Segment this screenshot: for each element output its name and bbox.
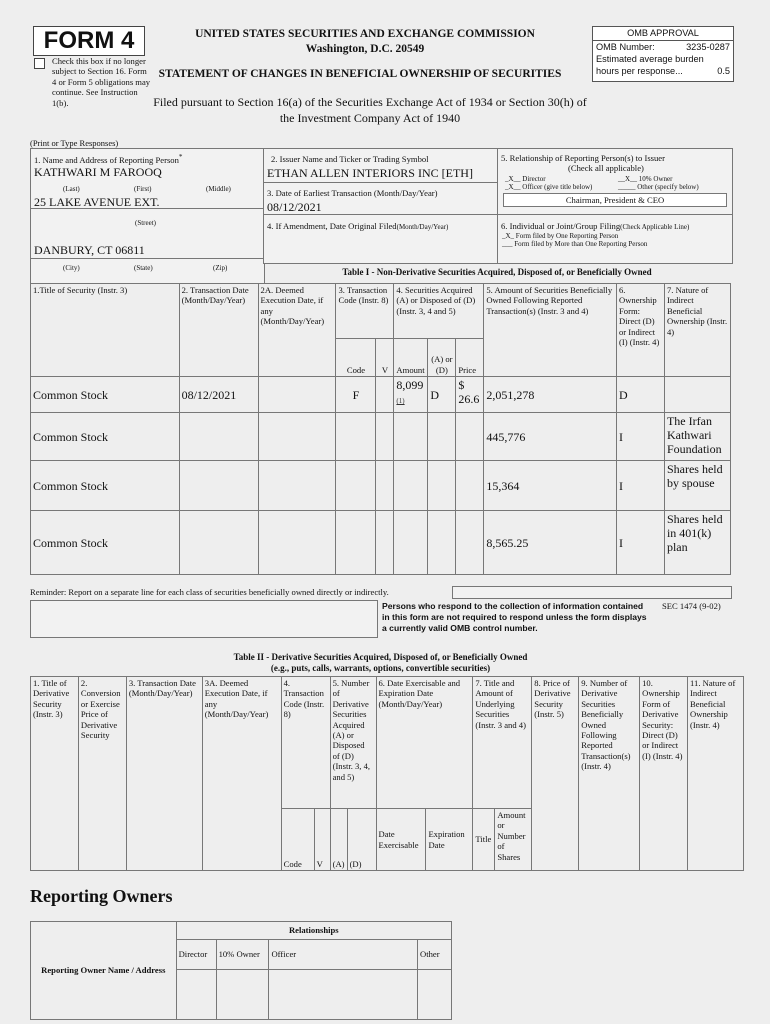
t1-aord: D	[428, 377, 456, 413]
t2-col3a-header: 3A. Deemed Execution Date, if any (Month/Day/Year)	[202, 677, 281, 871]
omb-number-value: 3235-0287	[686, 42, 730, 52]
t1-title: Common Stock	[31, 413, 180, 461]
other-header: Other	[418, 940, 452, 970]
other-check: _____ Other (specify below)	[618, 183, 699, 191]
divider	[30, 258, 264, 259]
t2-v-header: V	[314, 809, 330, 871]
t1-code-header: Code	[336, 339, 376, 377]
t1-form: I	[617, 511, 665, 575]
issuer-box	[263, 148, 499, 184]
last-label: (Last)	[63, 185, 80, 193]
filing-one: _X_ Form filed by One Reporting Person	[502, 232, 619, 240]
omb-number-label: OMB Number:	[596, 42, 655, 52]
filed-pursuant-line1: Filed pursuant to Section 16(a) of the Securities Exchange Act of 1934 or Section 30(h) of	[153, 95, 587, 109]
street-label: (Street)	[135, 219, 156, 227]
relationship-label: 5. Relationship of Reporting Person(s) to Issuer	[501, 153, 665, 163]
sec-code: SEC 1474 (9-02)	[662, 601, 721, 611]
filing-box	[497, 214, 733, 264]
issuer-label: 2. Issuer Name and Ticker or Trading Symbol	[271, 154, 429, 164]
reporting-person-name: KATHWARI M FAROOQ	[34, 165, 162, 179]
state-label: (State)	[134, 264, 153, 272]
owner10-check: __X__ 10% Owner	[618, 175, 673, 183]
amendment-box	[263, 214, 499, 264]
t1-code: F	[336, 377, 376, 413]
omb-title: OMB APPROVAL	[593, 27, 733, 41]
t2-code-header: Code	[281, 809, 314, 871]
omb-hours-label: hours per response...	[596, 66, 683, 76]
first-label: (First)	[134, 185, 152, 193]
agency-location: Washington, D.C. 20549	[305, 43, 425, 55]
table2	[30, 676, 744, 871]
agency-heading	[160, 27, 570, 57]
t2-col11-header: 11. Nature of Indirect Beneficial Ownership (Instr. 4)	[688, 677, 744, 871]
t1-nature: Shares held in 401(k) plan	[664, 511, 730, 575]
reporting-person-label: 1. Name and Address of Reporting Person*	[34, 153, 183, 165]
t1-title: Common Stock	[31, 511, 180, 575]
reporting-person-box	[30, 148, 265, 284]
table1-title: Table I - Non-Derivative Securities Acquired, Disposed of, or Beneficially Owned	[342, 267, 652, 277]
earliest-transaction-box	[263, 182, 499, 216]
t1-owned: 445,776	[484, 413, 617, 461]
filing-more: ___ Form filed by More than One Reporting Person	[502, 240, 648, 248]
t1-price: $ 26.6	[456, 377, 484, 413]
table-row	[31, 377, 731, 413]
amendment-label: 4. If Amendment, Date Original Filed(Month/Day/Year)	[267, 221, 449, 231]
t2-col5-header: 5. Number of Derivative Securities Acquired (A) or Disposed of (D) (Instr. 3, 4, and 5)	[330, 677, 376, 809]
t1-col6-header: 6. Ownership Form: Direct (D) or Indirect (I) (Instr. 4)	[617, 284, 665, 377]
filed-pursuant	[140, 94, 600, 126]
zip-label: (Zip)	[213, 264, 228, 272]
officer-title: Chairman, President & CEO	[503, 193, 727, 207]
t2-col8-header: 8. Price of Derivative Security (Instr. 5)	[532, 677, 579, 871]
table2-subtitle: (e.g., puts, calls, warrants, options, convertible securities)	[270, 663, 491, 673]
t1-owned: 8,565.25	[484, 511, 617, 575]
t2-d-header: (D)	[347, 809, 376, 871]
t2-col2-header: 2. Conversion or Exercise Price of Derivative Security	[78, 677, 126, 871]
t2-col7-header: 7. Title and Amount of Underlying Securities (Instr. 3 and 4)	[473, 677, 532, 809]
omb-burden-label: Estimated average burden	[596, 54, 704, 64]
t1-v	[376, 377, 394, 413]
t1-aord-header: (A) or (D)	[428, 339, 456, 377]
city-value: DANBURY, CT 06811	[34, 243, 145, 257]
reporting-owners-heading: Reporting Owners	[30, 886, 173, 906]
table-row	[31, 413, 731, 461]
t1-col2a-header: 2A. Deemed Execution Date, if any (Month/Day/Year)	[258, 284, 336, 377]
relationship-box	[497, 148, 733, 216]
table-row	[31, 511, 731, 575]
t1-form: I	[617, 461, 665, 511]
t2-title-header: Title	[473, 809, 495, 871]
table2-title-line: Table II - Derivative Securities Acquired, Disposed of, or Beneficially Owned	[233, 652, 528, 662]
footnote-link[interactable]: (1)	[396, 397, 405, 405]
city-label: (City)	[63, 264, 80, 272]
t1-title: Common Stock	[31, 461, 180, 511]
t1-col7-header: 7. Nature of Indirect Beneficial Ownership (Instr. 4)	[664, 284, 730, 377]
t1-col1-header: 1.Title of Security (Instr. 3)	[31, 284, 180, 377]
officer-header: Officer	[269, 940, 418, 970]
t2-expiration-header: Expiration Date	[426, 809, 473, 871]
middle-label: (Middle)	[206, 185, 231, 193]
t2-amount-header: Amount or Number of Shares	[495, 809, 532, 871]
notice-blank	[30, 600, 378, 638]
earliest-transaction-date: 08/12/2021	[267, 200, 322, 214]
t2-col4-header: 4. Transaction Code (Instr. 8)	[281, 677, 330, 809]
t1-v-header: V	[376, 339, 394, 377]
form-title: FORM 4	[33, 26, 145, 56]
t1-col5-header: 5. Amount of Securities Beneficially Owned Following Reported Transaction(s) (Instr. 3 and 4)	[484, 284, 617, 377]
checkbox-instruction: Check this box if no longer subject to Section 16. Form 4 or Form 5 obligations may continue. See Instruction 1(b).	[52, 56, 151, 108]
agency-name: UNITED STATES SECURITIES AND EXCHANGE COMMISSION	[195, 28, 535, 40]
statement-title: STATEMENT OF CHANGES IN BENEFICIAL OWNERSHIP OF SECURITIES	[158, 68, 562, 80]
t2-col10-header: 10. Ownership Form of Derivative Security: Direct (D) or Indirect (I) (Instr. 4)	[640, 677, 688, 871]
t2-col6-header: 6. Date Exercisable and Expiration Date (Month/Day/Year)	[376, 677, 473, 809]
t1-owned: 15,364	[484, 461, 617, 511]
filing-label: 6. Individual or Joint/Group Filing(Check Applicable Line)	[501, 221, 690, 231]
t1-form: D	[617, 377, 665, 413]
divider	[30, 208, 264, 209]
t1-owned: 2,051,278	[484, 377, 617, 413]
officer-check: _X__ Officer (give title below)	[505, 183, 593, 191]
table1	[30, 283, 731, 575]
reporting-owners-table	[30, 921, 452, 1020]
reminder-blank	[452, 586, 732, 599]
t1-nature	[664, 377, 730, 413]
t1-date: 08/12/2021	[179, 377, 258, 413]
t1-form: I	[617, 413, 665, 461]
table-row	[31, 461, 731, 511]
earliest-transaction-label: 3. Date of Earliest Transaction (Month/Day/Year)	[267, 188, 438, 198]
omb-hours-value: 0.5	[717, 66, 730, 76]
street-value: 25 LAKE AVENUE EXT.	[34, 195, 160, 209]
owner-name-header: Reporting Owner Name / Address	[31, 922, 177, 1020]
t2-col1-header: 1. Title of Derivative Security (Instr. 3)	[31, 677, 79, 871]
t1-col4-header: 4. Securities Acquired (A) or Disposed of (D) (Instr. 3, 4 and 5)	[394, 284, 484, 339]
omb-approval-box	[592, 26, 734, 82]
t2-exercisable-header: Date Exercisable	[376, 809, 426, 871]
persons-notice: Persons who respond to the collection of information contained in this form are not required to respond unless the form displays a currently valid OMB control number.	[382, 601, 647, 633]
t1-col3-header: 3. Transaction Code (Instr. 8)	[336, 284, 394, 339]
t1-title: Common Stock	[31, 377, 180, 413]
relationships-header: Relationships	[176, 922, 451, 940]
reminder-text: Reminder: Report on a separate line for each class of securities beneficially owned directly or indirectly.	[30, 587, 389, 597]
t1-amount-header: Amount	[394, 339, 428, 377]
t1-amount: 8,099 (1)	[394, 377, 428, 413]
t2-col3-header: 3. Transaction Date (Month/Day/Year)	[126, 677, 202, 871]
t1-nature: The Irfan Kathwari Foundation	[664, 413, 730, 461]
owner10-header: 10% Owner	[216, 940, 269, 970]
t2-a-header: (A)	[330, 809, 347, 871]
director-check: _X__ Director	[505, 175, 546, 183]
issuer-value: ETHAN ALLEN INTERIORS INC [ETH]	[267, 166, 473, 180]
t1-deemed	[258, 377, 336, 413]
relationship-sub: (Check all applicable)	[568, 163, 644, 173]
table2-title	[30, 652, 731, 674]
filed-pursuant-line2: the Investment Company Act of 1940	[279, 111, 461, 125]
t1-col2-header: 2. Transaction Date (Month/Day/Year)	[179, 284, 258, 377]
print-type-note: (Print or Type Responses)	[30, 138, 119, 148]
t1-nature: Shares held by spouse	[664, 461, 730, 511]
t1-price-header: Price	[456, 339, 484, 377]
director-header: Director	[176, 940, 216, 970]
no-longer-subject-checkbox[interactable]	[34, 58, 45, 69]
t2-col9-header: 9. Number of Derivative Securities Beneficially Owned Following Reported Transaction(s) (Instr. 4)	[579, 677, 640, 871]
